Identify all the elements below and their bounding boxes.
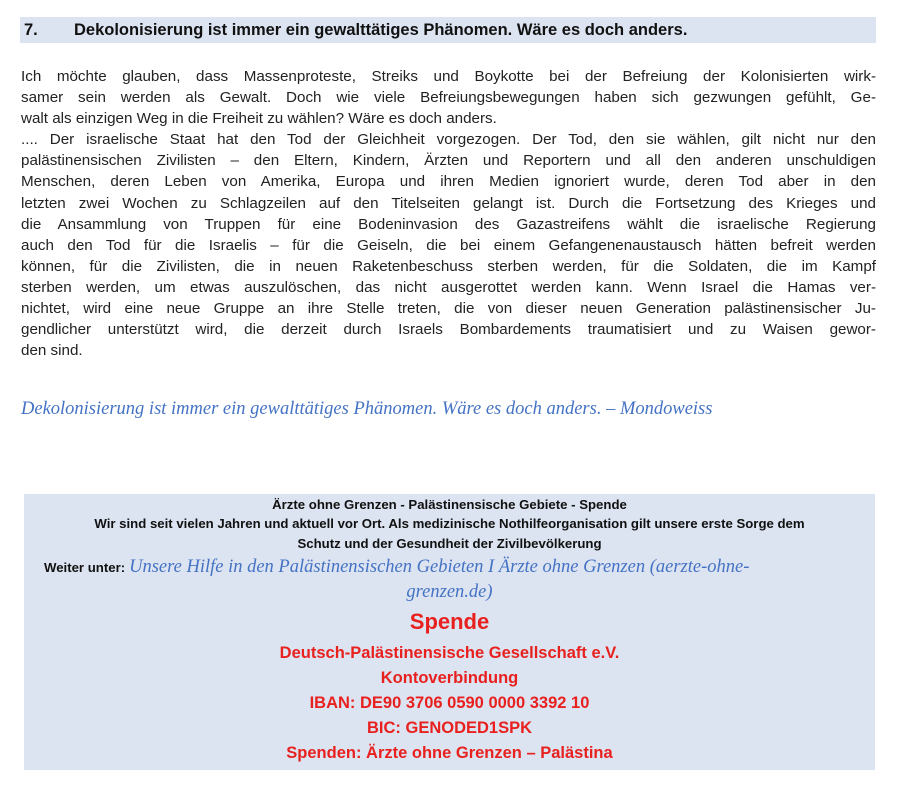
- paragraph-line: den sind.: [21, 342, 83, 360]
- donation-purpose: Spenden: Ärzte ohne Grenzen – Palästina: [286, 744, 613, 762]
- more-info-link-continued[interactable]: grenzen.de): [406, 582, 493, 602]
- donation-text-line: Schutz und der Gesundheit der Zivilbevölkerung: [297, 536, 602, 551]
- paragraph-line: sterben werden, um etwas auszulöschen, das nicht ausgerottet werden kann. Wenn Israel die Hamas ver-: [21, 278, 876, 296]
- paragraph-line: gendlicher unterstützt wird, die derzeit durch Israels Bombardements traumatisiert und zu Waisen gewor-: [21, 321, 876, 339]
- account-label: Kontoverbindung: [380, 669, 519, 687]
- paragraph-line: letzten zwei Wochen zu Schlagzeilen auf den Titelseiten gelangt ist. Durch die Fortsetzung des Krieges und: [21, 194, 876, 212]
- paragraph-line: samer sein werden als Gewalt. Doch wie viele Befreiungsbewegungen haben sich gezwungen gefühlt, Ge-: [21, 89, 876, 107]
- paragraph-line: walt als einzigen Weg in die Freiheit zu wählen? Wäre es doch anders.: [21, 110, 497, 128]
- donation-text-line: Wir sind seit vielen Jahren und aktuell vor Ort. Als medizinische Nothilfeorganisation gilt unsere erste Sorge dem: [94, 516, 805, 531]
- section-number: 7.: [24, 21, 38, 39]
- paragraph-line: Menschen, deren Leben von Amerika, Europa und ihren Medien ignoriert wurde, deren Tod aber in den: [21, 173, 876, 191]
- section-heading: [20, 17, 876, 43]
- iban: IBAN: DE90 3706 0590 0000 3392 10: [309, 694, 590, 712]
- source-link[interactable]: Dekolonisierung ist immer ein gewalttätiges Phänomen. Wäre es doch anders. – Mondoweiss: [21, 399, 713, 419]
- paragraph-line: Ich möchte glauben, dass Massenproteste, Streiks und Boykotte bei der Befreiung der Kolonisierten wirk-: [21, 68, 876, 85]
- more-info-label: Weiter unter:: [44, 560, 126, 575]
- organization-name: Deutsch-Palästinensische Gesellschaft e.V.: [279, 644, 620, 662]
- paragraph-line: auch den Tod für die Israelis – für die Geiseln, die bei einem Gefangenenaustausch hätten befreit werden: [21, 236, 876, 254]
- more-info-link[interactable]: Unsere Hilfe in den Palästinensischen Gebieten I Ärzte ohne Grenzen (aerzte-ohne-: [129, 557, 750, 577]
- donation-box: [24, 494, 875, 770]
- paragraph-line: können, für die Zivilisten, die in neuen Raketenbeschuss sterben werden, für die Soldaten, die im Kampf: [21, 257, 876, 275]
- section-title: Dekolonisierung ist immer ein gewalttätiges Phänomen. Wäre es doch anders.: [74, 21, 688, 39]
- spende-heading: Spende: [409, 609, 490, 634]
- paragraph-line: .... Der israelische Staat hat den Tod der Gleichheit vorgezogen. Der Tod, den sie wählen, gilt nicht nur den: [21, 131, 876, 149]
- more-info-line: [44, 557, 749, 578]
- paragraph-line: nichtet, wird eine neue Gruppe an ihre Stelle treten, die von dieser neuen Generation palästinensischer Ju-: [21, 300, 876, 318]
- donation-title: Ärzte ohne Grenzen - Palästinensische Gebiete - Spende: [272, 497, 627, 512]
- bic: BIC: GENODED1SPK: [366, 719, 533, 737]
- paragraph-line: die Ansammlung von Truppen für eine Bodeninvasion des Gazastreifens wählt die israelische Regierung: [21, 215, 876, 233]
- article-paragraph: [21, 66, 876, 361]
- paragraph-line: palästinensischen Zivilisten – den Eltern, Kindern, Ärzten und Reportern und all den anderen unschuldigen: [21, 152, 876, 170]
